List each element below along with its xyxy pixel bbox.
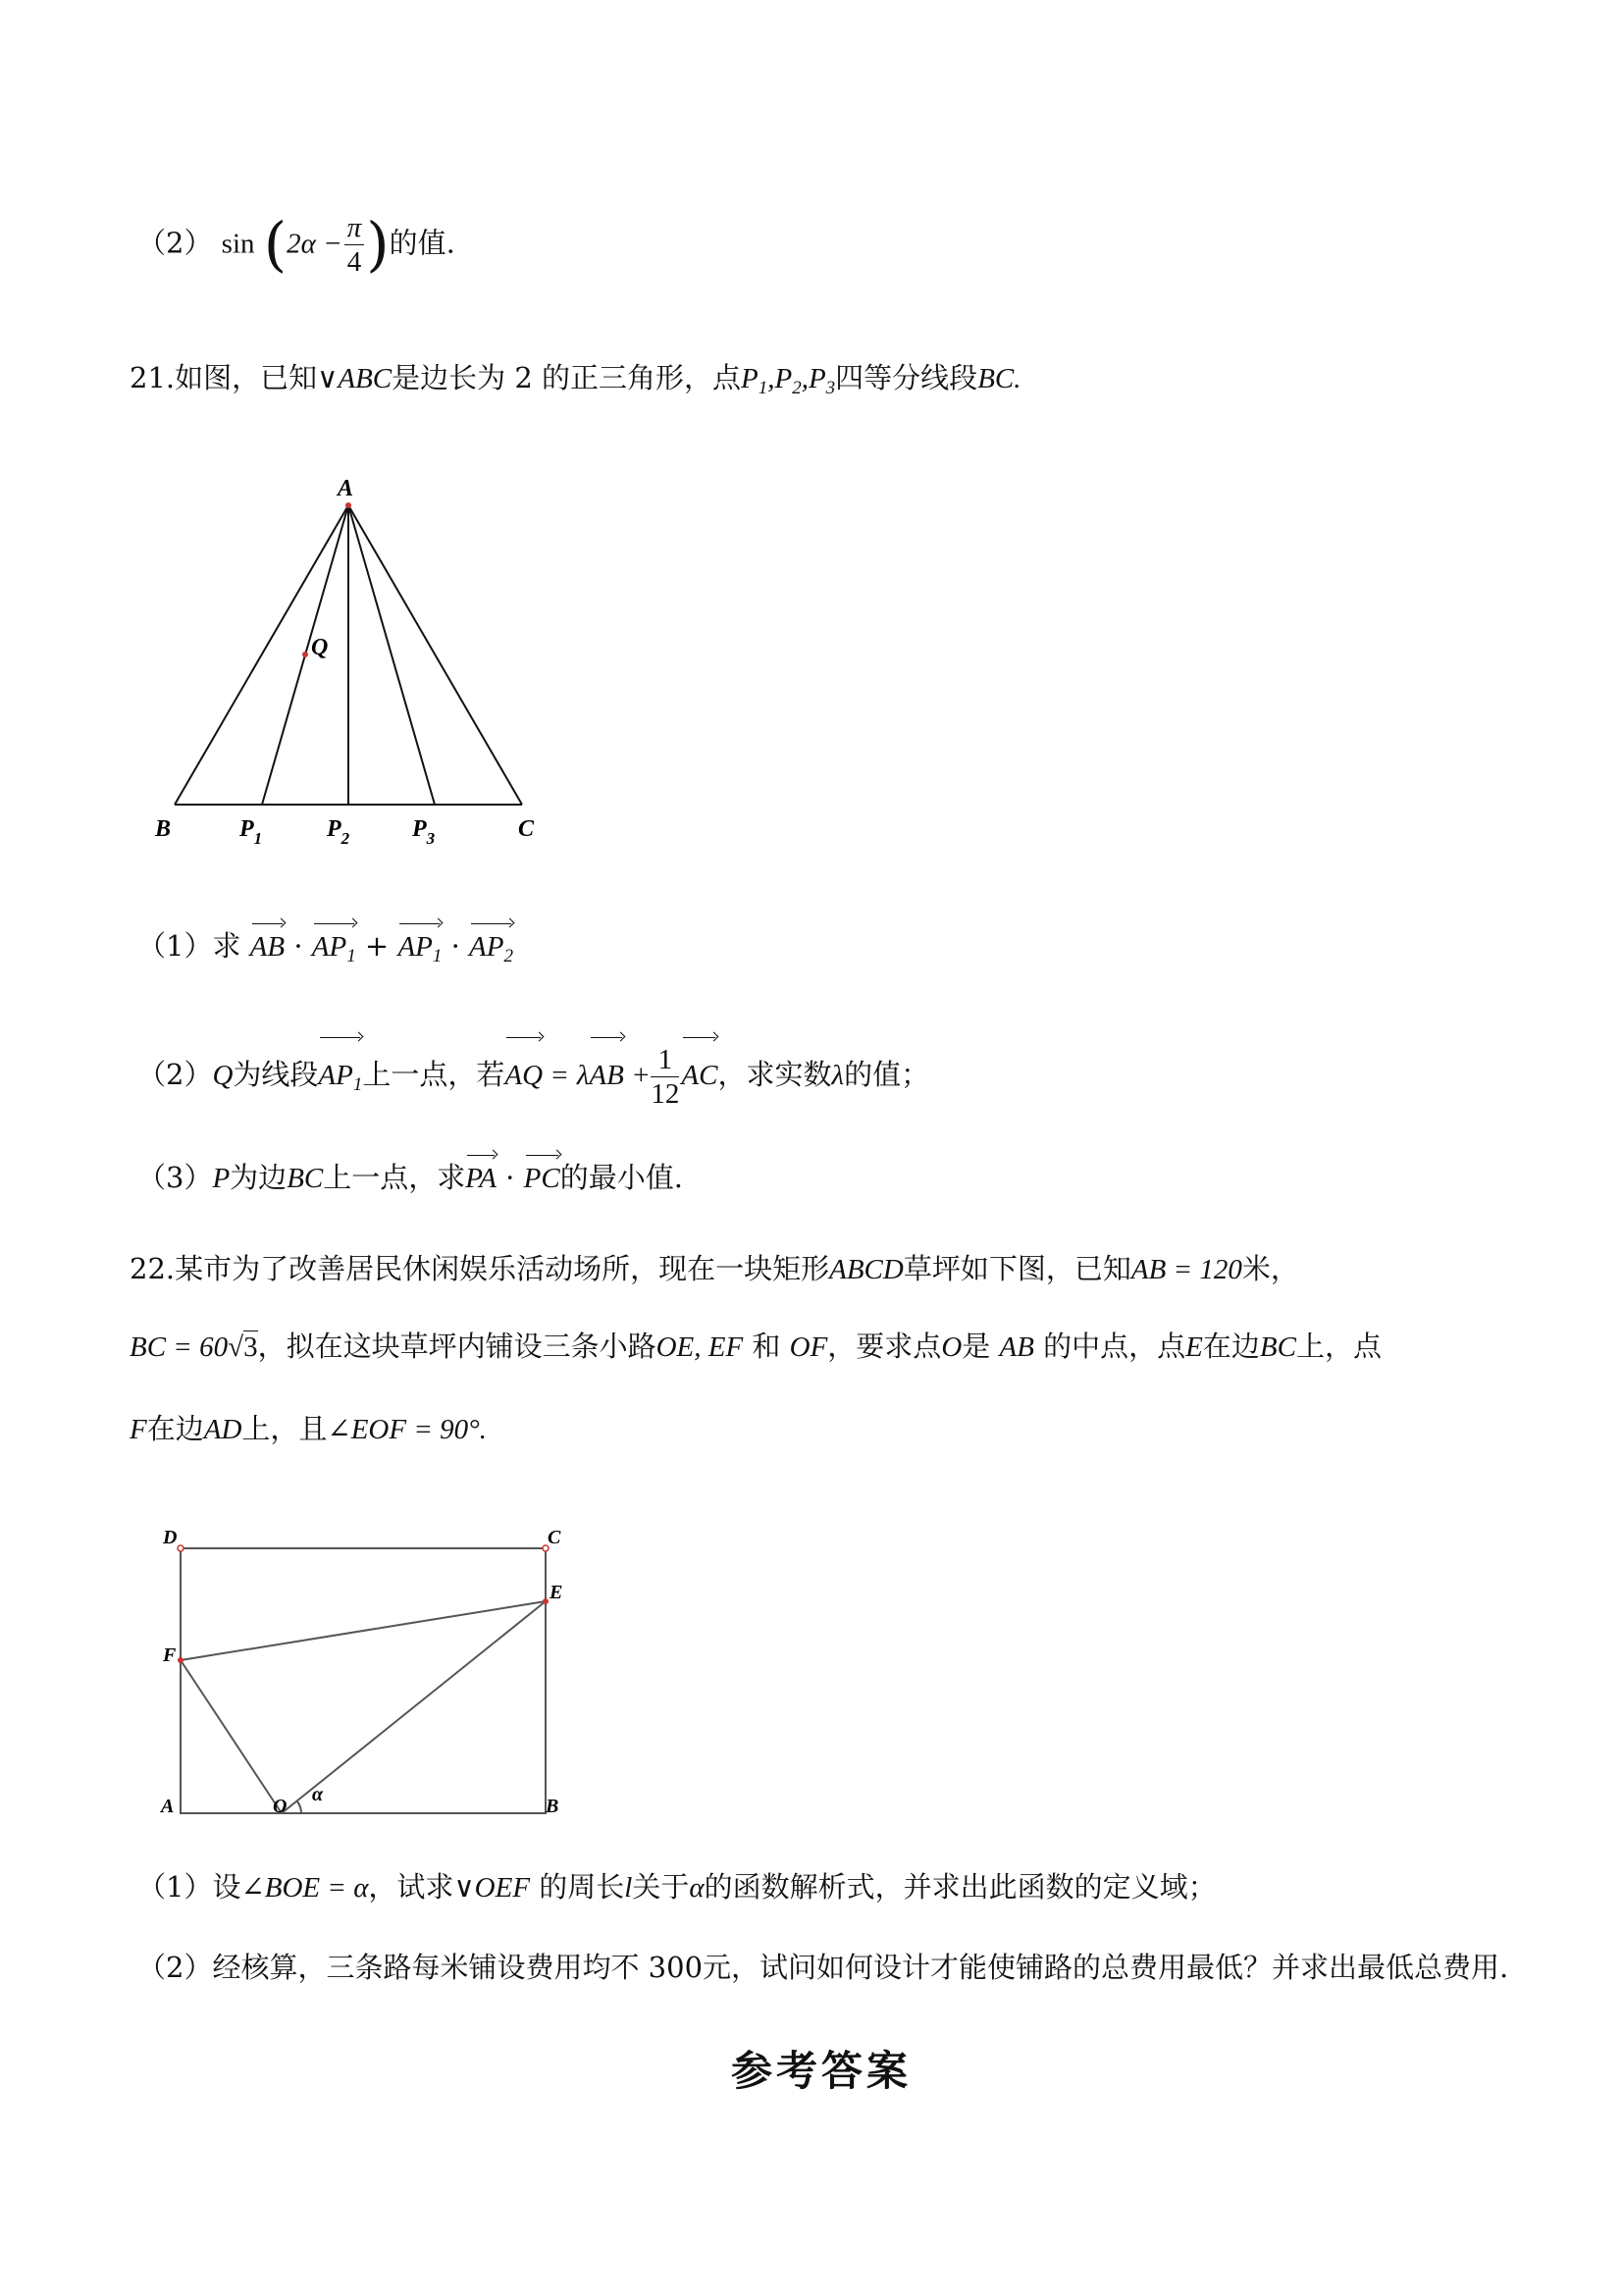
fig22-label-E: E: [550, 1582, 563, 1603]
fig22-label-F: F: [163, 1644, 177, 1666]
q20-part2: （2） sin (2α − $\frac{\pi}{4}$ )的值.: [137, 210, 455, 280]
fig21-label-P1: $P_1$: [239, 816, 263, 848]
q21-part2: （2）Q为线段$AP_1$上一点，若AQ = λAB + $\frac{1}{12}$ AC，求实数λ的值；: [137, 1040, 929, 1120]
fig21-label-B: B: [155, 816, 172, 842]
q20-suffix: 的值.: [389, 226, 455, 260]
fig21-label-P2: $P_2$: [327, 816, 350, 848]
q21-triangle: ∨ABC: [317, 363, 393, 394]
q22-part2: （2）经核算，三条路每米铺设费用均不 300元，试问如何设计才能使铺路的总费用最低？并求出最低总费用.: [137, 1951, 1509, 1984]
q20-fraction: $\frac{\pi}{4}$: [344, 211, 365, 279]
q22-part1: （1）设∠BOE = α，试求∨OEF 的周长l关于α的函数解析式，并求出此函数的定义域；: [137, 1870, 1217, 1904]
q22-stem-line3: F在边AD上，且∠EOF = 90°.: [130, 1412, 488, 1445]
fig21-label-A: A: [338, 476, 354, 501]
fig22-label-D: D: [163, 1527, 178, 1548]
q21-triangle-figure: [147, 466, 559, 849]
q21-stem: 21.如图，已知∨ABC是边长为 2 的正三角形，点$P_1,P_2,P_3$四等分线段BC.: [130, 361, 1021, 398]
fig21-label-P3: $P_3$: [412, 816, 436, 848]
q20-part2-prefix: （2）: [137, 226, 213, 260]
q21-part3: （3）P为边BC上一点，求PA · PC的最小值.: [137, 1158, 683, 1198]
fig22-label-O: O: [273, 1796, 288, 1817]
q20-sin: sin: [221, 228, 255, 260]
fig22-label-B: B: [546, 1796, 559, 1817]
q22-rectangle-figure: [157, 1516, 589, 1820]
q22-stem-line1: 22.某市为了改善居民休闲娱乐活动场所，现在一块矩形ABCD草坪如下图，已知AB = 120米，: [130, 1252, 1299, 1285]
q22-stem-line2: BC = 60√3，拟在这块草坪内铺设三条小路OE, EF 和 OF，要求点O是 AB 的中点，点E在边BC上，点: [130, 1330, 1382, 1363]
fig21-label-C: C: [518, 816, 535, 842]
answer-title: 参考答案: [731, 2047, 913, 2095]
fig22-label-C: C: [548, 1527, 561, 1548]
fig22-label-alpha: α: [312, 1784, 324, 1805]
fig21-label-Q: Q: [311, 635, 329, 660]
q21-part1: （1）求 AB · $AP_1 + AP_1 \cdot AP_2$: [137, 926, 513, 976]
fig22-label-A: A: [161, 1796, 175, 1817]
q20-inner: 2α −: [287, 228, 342, 260]
